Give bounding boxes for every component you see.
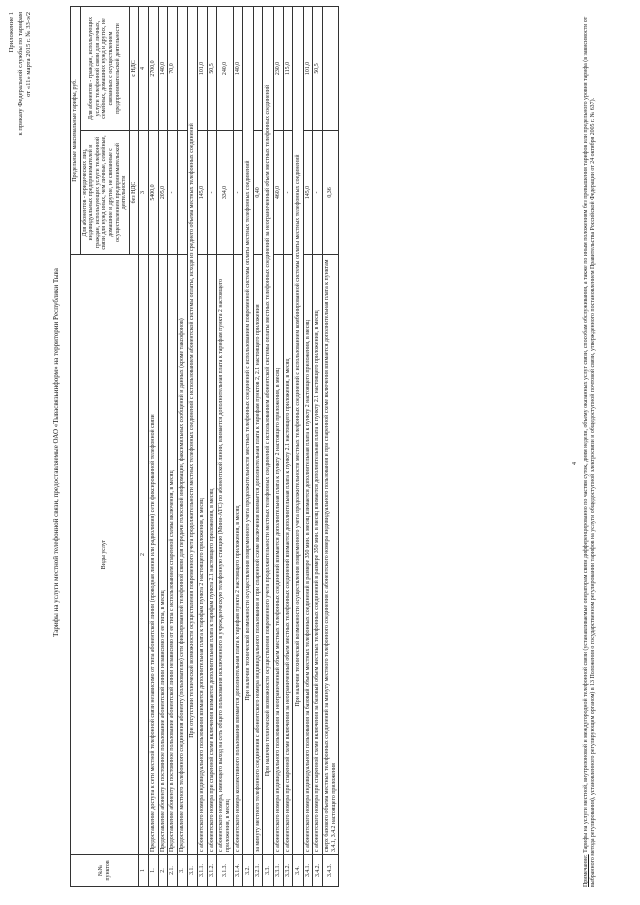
table-row (217, 6, 233, 886)
section-title: При наличии технической возможности осуществления повременного учета продолжительности местных телефонных соединений с использованием комбинированной системы оплаты местных телефонных соединений (293, 6, 304, 854)
table-row (149, 6, 159, 886)
table-header (71, 6, 149, 886)
section-row (187, 6, 198, 886)
price-business: 0,40 (253, 131, 263, 255)
section-title: При отсутствии технической возможности осуществления повременного учета продолжительности местных телефонных соединений с использованием абонентской системы оплаты, исходя из среднего объема местных телефонных соединений (187, 6, 198, 854)
index-cell: 1 (139, 855, 149, 887)
price-citizens: 70,0 (168, 6, 178, 130)
service-name: Предоставление абоненту в постоянное пользование абонентской линии независимо от ее типа с использованием спаренной схемы включения, в месяц (168, 255, 178, 855)
row-number: 3.3.2. (283, 855, 293, 887)
row-number: 3.4.1. (303, 855, 313, 887)
service-name: сверх базового объема местных телефонных соединений за минуту местного телефонного соединения с абонентского номера индивидуального пользования и при спаренной схеме включения взимается дополнительная плата к пунктам 3.4.1, 3.4.2 настоящего приложения (323, 255, 339, 855)
table-body (149, 6, 339, 886)
index-cell: 2 (139, 255, 149, 855)
table-row (253, 6, 263, 886)
header-num: №№ пунктов (71, 855, 139, 887)
appendix-label: Приложение 1 (8, 12, 15, 53)
price-citizens (177, 6, 187, 130)
price-business (177, 131, 187, 255)
price-citizens: 230,0 (274, 6, 284, 130)
price-citizens: 2700,0 (149, 6, 159, 130)
service-name: с абонентского номера индивидуального пользования за базовый объем местных телефонных соединений в размере 350 мин. в месяц взимается дополнительная плата к пункту 2 настоящего приложения, в месяц (303, 255, 313, 855)
price-business: - (283, 131, 293, 255)
row-number: 3.2. (243, 855, 254, 887)
row-number: 3.4. (293, 855, 304, 887)
index-cell: 4 (139, 6, 149, 130)
price-citizens: 140,0 (233, 6, 243, 130)
row-number: 2. (158, 855, 168, 887)
section-title: При наличии технической возможности осуществления повременного учета продолжительности местных телефонных соединений с использованием абонентской системы оплаты местных телефонных соединений за неограниченный объем местных телефонных соединений (263, 6, 274, 854)
row-number: 3.4.3. (323, 855, 339, 887)
footnote-title: Примечание: (583, 854, 589, 887)
price-citizens: 115,0 (283, 6, 293, 130)
header-price-citizens: Для абонентов - граждан, использующих услуги телефонной связи для личных, семейных, домашних нужд и других, не связанных с осуществлением предпринимательской деятельности (80, 6, 129, 130)
row-number: 2.1. (168, 855, 178, 887)
price-business: 5400,0 (149, 131, 159, 255)
price-citizens: 240,0 (217, 6, 233, 130)
table-row (158, 6, 168, 886)
appendix-header (8, 12, 34, 222)
price-business: 145,0 (198, 131, 208, 255)
row-number: 3.4.2. (313, 855, 323, 887)
service-name: с абонентского номера при спаренной схеме включения за базовый объем местных телефонных соединений в размере 350 мин. в месяц взимается дополнительная плата к пункту 2.1 настоящего приложения, в месяц (313, 255, 323, 855)
price-citizens: 101,0 (303, 6, 313, 130)
section-row (263, 6, 274, 886)
price-business: 145,0 (303, 131, 313, 255)
section-row (243, 6, 254, 886)
table-row (313, 6, 323, 886)
table-row (303, 6, 313, 886)
table-row (323, 6, 339, 886)
price-business: - (168, 131, 178, 255)
row-number: 3.1.2. (207, 855, 217, 887)
price-business: - (233, 131, 243, 255)
row-number: 3.3.1. (274, 855, 284, 887)
service-name: Предоставление абоненту в постоянное пользование абонентской линии независимо от ее типа, в месяц (158, 255, 168, 855)
table-row (168, 6, 178, 886)
appendix-order: к приказу Федеральной службы по тарифам (16, 12, 24, 136)
table-row (283, 6, 293, 886)
section-title: При наличии технической возможности осуществления повременного учета продолжительности местных телефонных соединений с использованием повременной системы оплаты местных телефонных соединений (243, 6, 254, 854)
appendix-date: от «11» марта 2015 г. № 33-э/2 (25, 12, 33, 97)
table-row (207, 6, 217, 886)
service-name: с абонентского номера индивидуального пользования за неограниченный объем местных телефонных соединений взимается дополнительная плата к пункту 2 настоящего приложения, в месяц (274, 255, 284, 855)
price-business: - (313, 131, 323, 255)
row-number: 3.1.4. (233, 855, 243, 887)
table-row (233, 6, 243, 886)
row-number: 3.1. (187, 855, 198, 887)
price-citizens: 101,0 (198, 6, 208, 130)
price-citizens (323, 6, 339, 130)
header-price-group: Предельные максимальные тарифы, руб. (71, 6, 81, 254)
row-number: 3.3. (263, 855, 274, 887)
header-vat-citizens: с НДС (129, 6, 139, 130)
row-number: 3.1.3. (217, 855, 233, 887)
page-number: 4 (572, 462, 578, 465)
row-number: 3.2.1. (253, 855, 263, 887)
section-row (293, 6, 304, 886)
row-number: 1. (149, 855, 159, 887)
price-citizens: 50,5 (207, 6, 217, 130)
price-business: - (207, 131, 217, 255)
row-number: 3.1.1. (198, 855, 208, 887)
table-row (274, 6, 284, 886)
price-business: 205,0 (158, 131, 168, 255)
price-business: 0,36 (323, 131, 339, 255)
service-name: с абонентского номера при спаренной схеме включения взимается дополнительная плата к тарифам пункта 2.1 настоящего приложения, в месяц (207, 255, 217, 855)
service-name: Предоставление местного телефонного соединения абоненту (пользователю) сети фиксированной телефонной связи для передачи голосовой информации, факсимильных сообщений и данных (кроме таксофонов) (177, 255, 187, 855)
price-citizens (253, 6, 263, 130)
footnote-text: Тарифы на услуги местной, внутризоновой и междугородной телефонной связи (устанавливаемые операторам связи дифференцированно по частям суток, дням недели, объему оказанных услуг связи, способам обслуживания, а также по иным положениям без превышения тарифов или предельного уровня тарифа (в зависимости от выбранного метода регулирования), установленного регулирующим органом) в 13 Положения о государственном регулировании тарифов на услуги общедоступной электросвязи и общедоступной почтовой связи, утвержденного постановлением Правительства Российской Федерации от 24 октября 2005 г. № 637). (583, 16, 597, 887)
service-name: с абонентского номера, имеющего выход на сеть общего пользования исключенного в учрежденческую телефонную станцию (Мини-АТС) по абонентской линии, взимается дополнительная плата к тарифам пункта 2 настоящего приложения, в месяц (217, 255, 233, 855)
service-name: Предоставление доступа к сети местной телефонной связи независимо от типа абонентской линии (проводная линия или радиолиния) сети фиксированной телефонной связи (149, 255, 159, 855)
service-name: с абонентского номера при спаренной схеме включения за неограниченный объем местных телефонных соединений взимается дополнительная плата к пункту 2.1 настоящего приложения, в месяц (283, 255, 293, 855)
service-name: с абонентского номера коллективного пользования взимается дополнительная плата к тарифам пункта 2 настоящего приложения, в месяц (233, 255, 243, 855)
header-vat-business: без НДС (129, 131, 139, 255)
document-title: Тарифы на услуги местной телефонной связи, предоставляемые ОАО «Тывасвязьинформ» на территории Республики Тыва (52, 268, 60, 637)
index-cell: 3 (139, 131, 149, 255)
price-business: 334,0 (217, 131, 233, 255)
row-number: 3. (177, 855, 187, 887)
service-name: с абонентского номера индивидуального пользования взимается дополнительная плата к тарифам пункта 2 настоящего приложения, в месяц (198, 255, 208, 855)
price-citizens: 140,0 (158, 6, 168, 130)
price-business: 460,0 (274, 131, 284, 255)
header-name: Виды услуг (71, 255, 139, 855)
footnote (583, 7, 597, 887)
tariff-table (70, 6, 339, 887)
table-row (198, 6, 208, 886)
service-name: за минуту местного телефонного соединения с абонентского номера индивидуального пользования и при спаренной схеме включения взимается дополнительная плата к тарифам пунктов 2, 2.1 настоящего приложения (253, 255, 263, 855)
price-citizens: 50,5 (313, 6, 323, 130)
table-row (177, 6, 187, 886)
header-price-business: Для абонентов - юридических лиц, индивидуальных предпринимателей и граждан, использующих услуги телефонной связи для нужд иных, чем личные, семейные, домашние и другие, не связанные с осуществлением предпринимательской деятельности (80, 131, 129, 255)
